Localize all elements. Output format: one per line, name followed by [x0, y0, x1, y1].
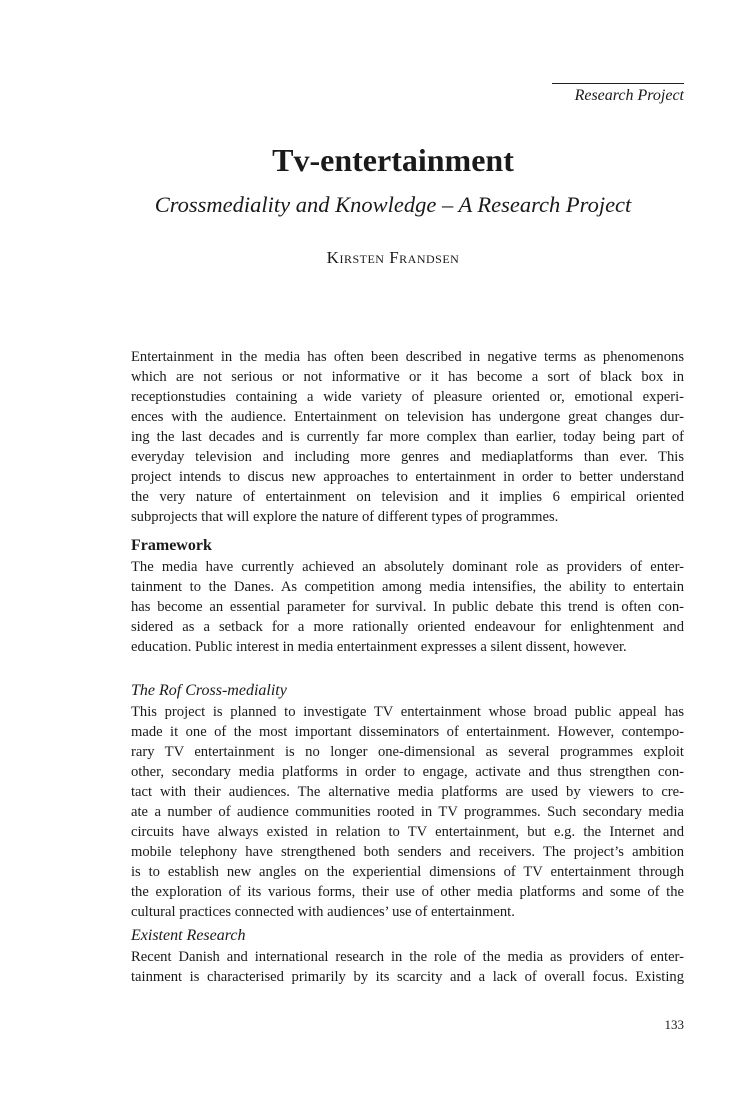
subtitle: Crossmediality and Knowledge – A Research Project — [154, 192, 632, 217]
section-framework — [131, 535, 684, 657]
text-line: has become an essential parameter for survival. In public debate this trend is often con- — [131, 599, 684, 615]
text-line: which are not serious or not informative or it has become a sort of black box in — [131, 369, 684, 385]
page-title: Tv-entertainment — [272, 142, 514, 178]
running-header: Research Project — [574, 87, 684, 104]
text-line: mobile telephony have strengthened both senders and receivers. The project’s ambition — [131, 844, 684, 860]
section-heading: Existent Research — [131, 927, 246, 944]
text-line: ing the last decades and is currently far more complex than earlier, today being part of — [131, 429, 684, 445]
text-line: is to establish new angles on the experiential dimensions of TV entertainment through — [131, 864, 684, 880]
text-line: other, secondary media platforms in order to engage, activate and thus strengthen con- — [131, 764, 684, 780]
text-line: receptionstudies containing a wide variety of pleasure oriented or, emotional experi- — [131, 389, 684, 405]
text-line: circuits have always existed in relation to TV entertainment, but e.g. the Internet and — [131, 824, 684, 840]
text-line: project intends to discus new approaches to entertainment in order to better understand — [131, 469, 684, 485]
text-line: rary TV entertainment is no longer one-dimensional as several programmes exploit — [131, 744, 684, 760]
text-line: made it one of the most important disseminators of entertainment. However, contempo- — [131, 724, 684, 740]
text-line: the exploration of its various forms, their use of other media platforms and some of the — [131, 884, 684, 900]
text-line: ate a number of audience communities rooted in TV programmes. Such secondary media — [131, 804, 684, 820]
text-line: Recent Danish and international research in the role of the media as providers of enter- — [131, 949, 684, 965]
text-line: Entertainment in the media has often been described in negative terms as phenomenons — [131, 349, 684, 365]
header-rule — [552, 83, 684, 84]
abstract — [131, 347, 684, 527]
section-cross-mediality — [131, 680, 684, 922]
text-line: subprojects that will explore the nature of different types of programmes. — [131, 509, 559, 525]
section-heading: Framework — [131, 537, 212, 554]
author: Kirsten Frandsen — [326, 248, 460, 267]
text-line: tainment to the Danes. As competition among media intensifies, the ability to entertain — [131, 579, 684, 595]
section-existent-research — [131, 925, 684, 987]
text-line: the very nature of entertainment on television and it implies 6 empirical oriented — [131, 489, 684, 505]
text-line: everyday television and including more genres and mediaplatforms than ever. This — [131, 449, 684, 465]
text-line: ences with the audience. Entertainment on television has undergone great changes dur- — [131, 409, 684, 425]
text-line: education. Public interest in media entertainment expresses a silent dissent, however. — [131, 639, 627, 655]
section-heading: The Rof Cross-mediality — [131, 682, 287, 699]
text-line: tainment is characterised primarily by its scarcity and a lack of overall focus. Existing — [131, 969, 684, 985]
text-line: tact with their audiences. The alternative media platforms are used by viewers to cre- — [131, 784, 684, 800]
text-line: cultural practices connected with audiences’ use of entertainment. — [131, 904, 515, 920]
text-line: sidered as a setback for a more rationally oriented endeavour for enlightenment and — [131, 619, 684, 635]
text-line: The media have currently achieved an absolutely dominant role as providers of enter- — [131, 559, 684, 575]
text-line: This project is planned to investigate TV entertainment whose broad public appeal has — [131, 704, 684, 720]
page-number: 133 — [664, 1017, 684, 1032]
